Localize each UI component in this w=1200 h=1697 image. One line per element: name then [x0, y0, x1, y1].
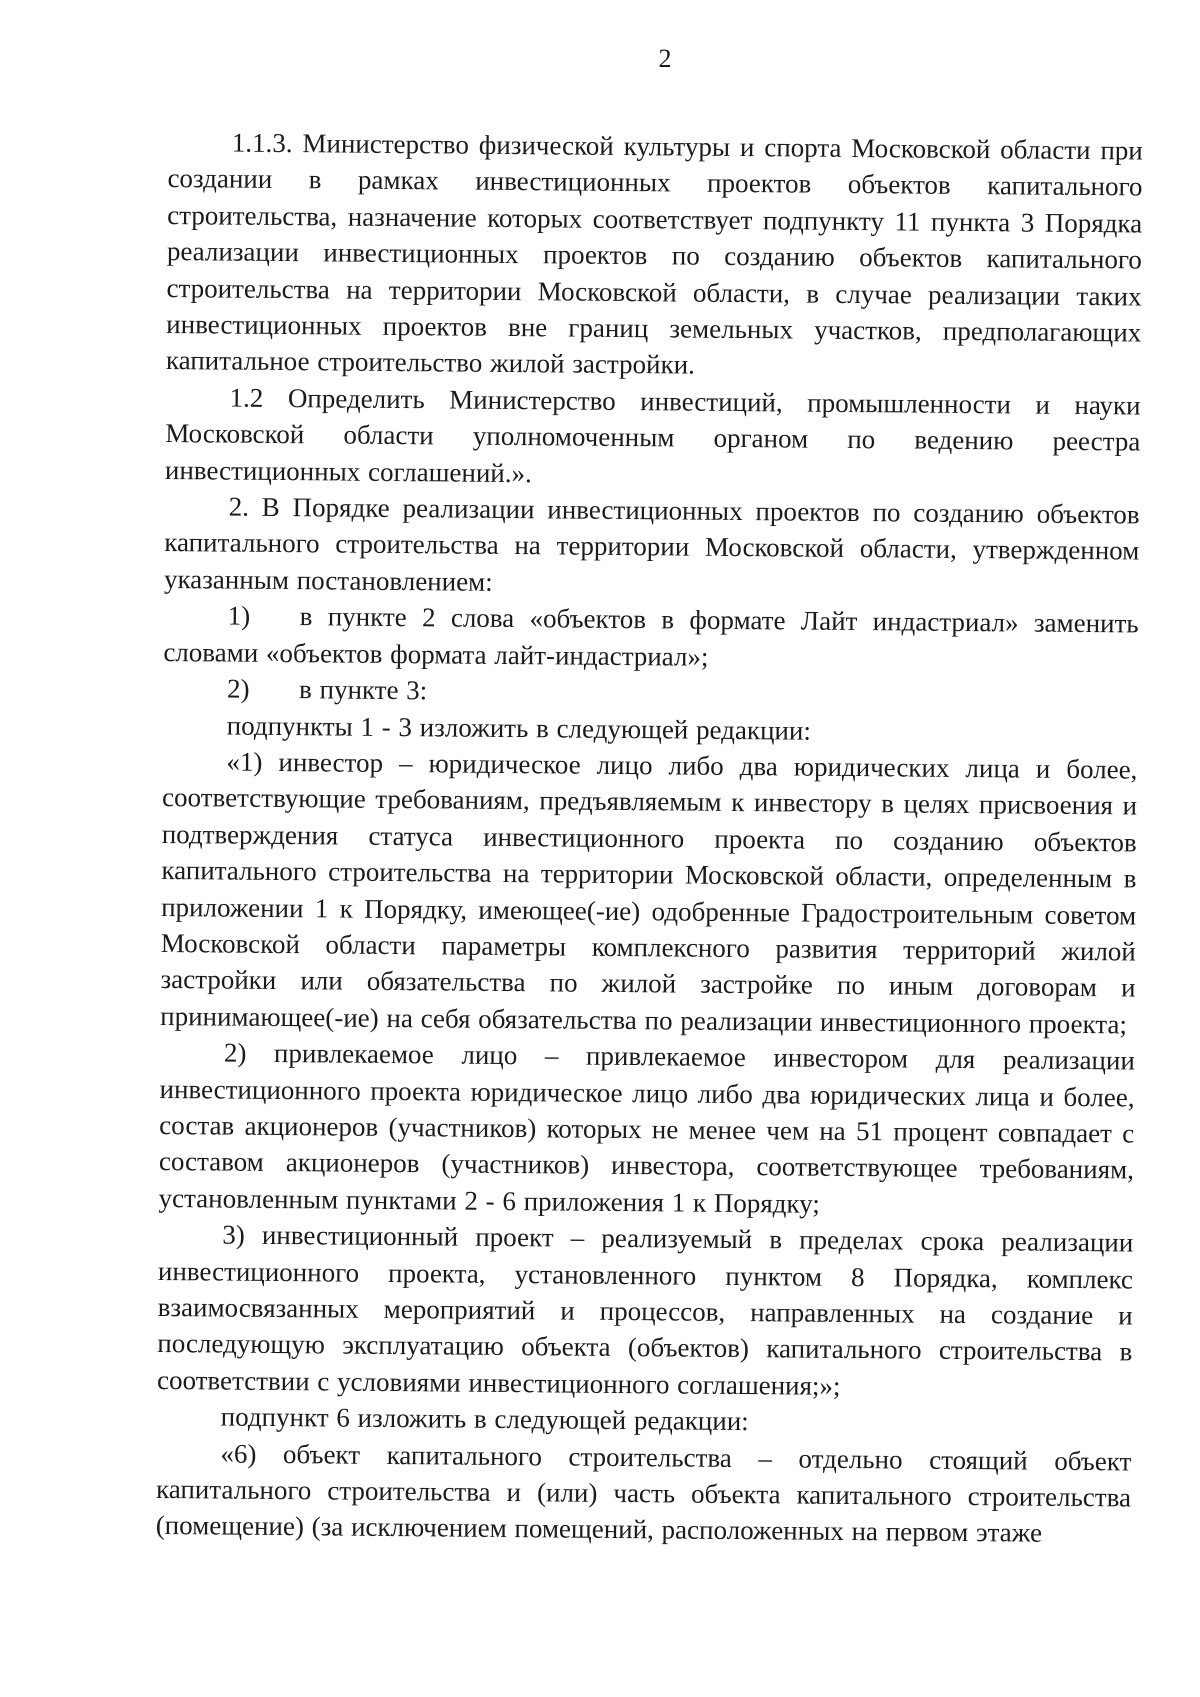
paragraph-attracted-person-definition: 2) привлекаемое лицо – привлекаемое инвестором для реализации инвестиционного проекта юридическое лицо либо два юридических лица и более, состав акционеров (участников) которых не менее чем на 51 процент совпадает с составом акционеров (участников) инвестора, соответствующее требованиям, установленным пунктами 2 - 6 приложения 1 к Порядку; — [158, 1037, 1135, 1219]
paragraph-investment-project-definition: 3) инвестиционный проект – реализуемый в пределах срока реализации инвестиционного проекта, установленного пунктом 8 Порядка, комплекс взаимосвязанных мероприятий и процессов, направленных на создание и последующую эксплуатацию объекта (объектов) капитального строительства в соответствии с условиями инвестиционного соглашения;»; — [156, 1219, 1134, 1401]
list-item-2-number: 2) — [226, 673, 250, 704]
paragraph-2: 2. В Порядке реализации инвестиционных проектов по созданию объектов капитального строительства на территории Московской области, утвержденном указанным постановлением: — [163, 491, 1140, 597]
paragraph-1-1-3: 1.1.3. Министерство физической культуры и спорта Московской области при создании в рамках инвестиционных проектов объектов капитального строительства, назначение которых соответствует подпункту 11 пункта 3 Порядка реализации инвестиционных проектов по созданию объектов капитального строительства на территории Московской области, в случае реализации таких инвестиционных проектов вне границ земельных участков, предполагающих капитальное строительство жилой застройки. — [165, 127, 1143, 381]
page-number: 2 — [658, 44, 672, 73]
paragraph-investor-definition: «1) инвестор – юридическое лицо либо два юридических лица и более, соответствующие требованиям, предъявляемым к инвестору в целях присвоения и подтверждения статуса инвестиционного проекта по созданию объектов капитального строительства на территории Московской области, определенным в приложении 1 к Порядку, имеющее(-ие) одобренные Градостроительным советом Московской области параметры комплексного развития территорий жилой застройки или обязательства по жилой застройке по иным договорам и принимающее(-ие) на себя обязательства по реализации инвестиционного проекта; — [160, 746, 1138, 1040]
list-item-1-text: в пункте 2 слова «объектов в формате Лайт индастриал» заменить словами «объектов формата лайт-индастриал»; — [163, 601, 1139, 672]
list-item-2-text: в пункте 3: — [298, 674, 428, 706]
list-item-1-number: 1) — [227, 600, 251, 632]
document-body — [156, 124, 1143, 1552]
paragraph-1-2: 1.2 Определить Министерство инвестиций, промышленности и науки Московской области уполномоченным органом по ведению реестра инвестиционных соглашений.». — [164, 382, 1141, 488]
list-item-1 — [163, 597, 1139, 678]
paragraph-subpoint-6: подпункт 6 изложить в следующей редакции: — [220, 1401, 749, 1437]
paragraph-capital-construction-object: «6) объект капитального строительства – отдельно стоящий объект капитального строительства и (или) часть объекта капитального строительства (помещение) (за исключением помещений, расположенных на первом этаже — [155, 1438, 1132, 1549]
paragraph-subpoints-1-3: подпункты 1 - 3 изложить в следующей редакции: — [226, 710, 812, 746]
